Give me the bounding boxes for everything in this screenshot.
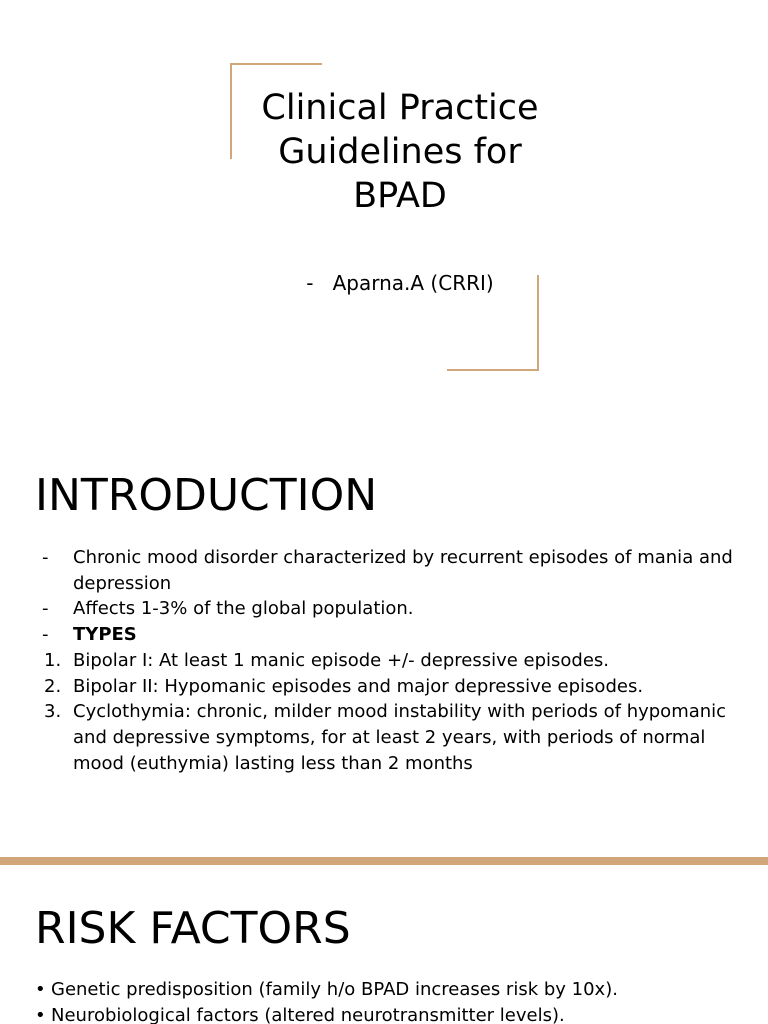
list-item [35,596,745,622]
slide-heading: INTRODUCTION [35,470,378,521]
bullet-marker: • [35,979,46,1000]
presenter-name: Aparna.A (CRRI) [332,271,494,295]
introduction-slide [0,420,768,857]
list-item-text: Affects 1-3% of the global population. [73,598,414,620]
number-marker: 3. [44,701,62,723]
dash-marker: - [42,598,49,620]
slide-heading: RISK FACTORS [35,903,351,954]
list-item-text: Cyclothymia: chronic, milder mood instability with periods of hypomanic and depressive symptoms, for at least 2 years, with periods of normal mood (euthymia) lasting less than 2 months [73,701,727,774]
list-item-text: Chronic mood disorder characterized by recurrent episodes of mania and depression [73,547,733,594]
list-item-text: Neurobiological factors (altered neurotransmitter levels). [51,1004,565,1024]
types-label: TYPES [73,624,137,646]
subtitle-dash: - [306,271,314,295]
presenter-subtitle [250,270,550,296]
list-item [35,545,745,596]
risk-bullet-list [35,977,745,1024]
list-item [35,977,745,1003]
number-marker: 1. [44,649,62,671]
list-item [35,622,745,648]
risk-factors-slide [0,865,768,1024]
list-item [35,699,745,776]
list-item [35,674,745,700]
slide-divider [0,857,768,865]
title-slide [0,0,768,420]
dash-marker: - [42,547,49,568]
bullet-marker: • [35,1004,46,1024]
list-item [35,1003,745,1024]
list-item-text: Genetic predisposition (family h/o BPAD increases risk by 10x). [51,979,618,1000]
list-item [35,648,745,674]
list-item-text: Bipolar II: Hypomanic episodes and major depressive episodes. [73,675,644,697]
number-marker: 2. [44,675,62,697]
presentation-title: Clinical Practice Guidelines for BPAD [261,88,539,216]
intro-bullet-list [35,545,745,776]
dash-marker: - [42,624,49,646]
list-item-text: Bipolar I: At least 1 manic episode +/- depressive episodes. [73,649,610,671]
